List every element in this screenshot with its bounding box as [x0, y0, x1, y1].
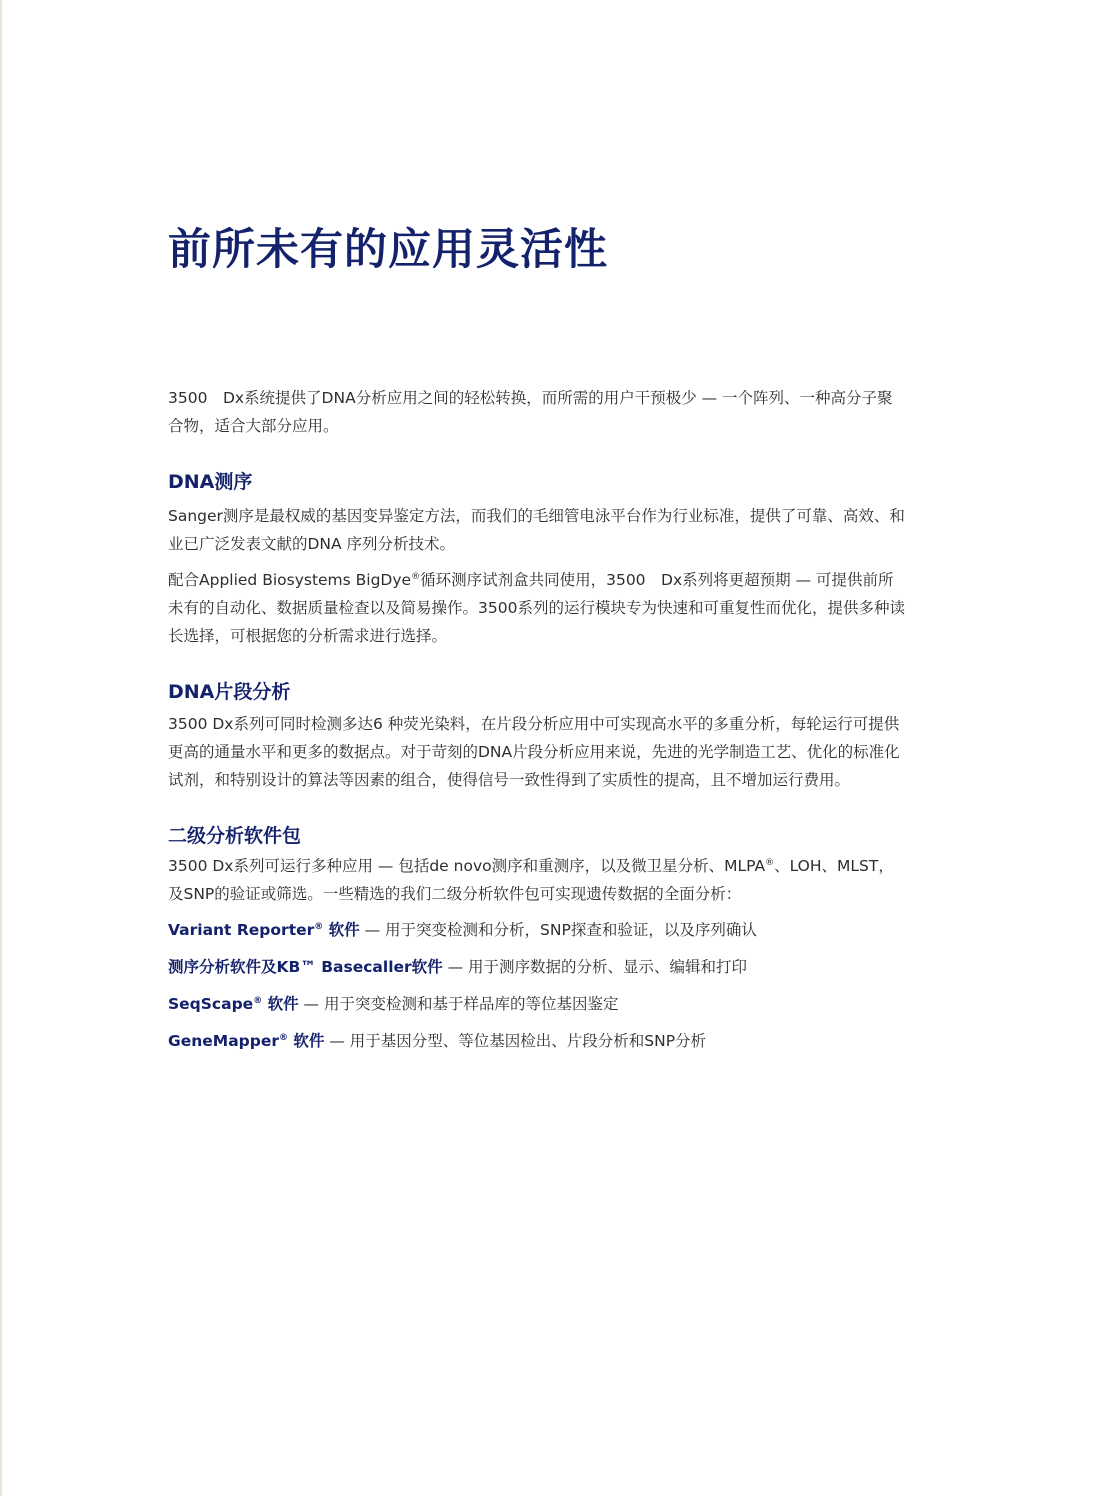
software-item-genemapper — [168, 1027, 908, 1055]
software-description: — 用于基因分型、等位基因检出、片段分析和SNP分析 — [324, 1032, 707, 1050]
software-description: — 用于测序数据的分析、显示、编辑和打印 — [442, 958, 748, 976]
software-item-sequencing-analysis — [168, 953, 908, 981]
software-list — [168, 916, 908, 1055]
dna-sequencing-paragraph-1: Sanger测序是最权威的基因变异鉴定方法，而我们的毛细管电泳平台作为行业标准，提供了可靠、高效、和业已广泛发表文献的DNA 序列分析技术。 — [168, 507, 905, 553]
page-edge — [0, 0, 2, 1496]
fragment-analysis-heading: DNA片段分析 — [168, 681, 291, 703]
software-item-variant-reporter — [168, 916, 908, 944]
registered-mark: ® — [765, 858, 775, 868]
page-content — [168, 384, 908, 1055]
dna-sequencing-heading: DNA测序 — [168, 471, 253, 493]
software-name: GeneMapper® 软件 — [168, 1032, 325, 1050]
dna-sequencing-paragraph-2: 配合Applied Biosystems BigDye®循环测序试剂盒共同使用，3500 Dx系列将更超预期 — 可提供前所未有的自动化、数据质量检查以及简易操作。3500系列的运行模块专为快速和可重复性而优化，提供多种读长选择，可根据您的分析需求进行选择。 — [168, 571, 905, 645]
software-name: 测序分析软件及KB™ Basecaller软件 — [168, 958, 443, 976]
secondary-software-heading: 二级分析软件包 — [168, 825, 302, 847]
registered-mark: ® — [411, 572, 421, 582]
page-title: 前所未有的应用灵活性 — [168, 225, 608, 275]
software-name: Variant Reporter® 软件 — [168, 921, 360, 939]
software-description: — 用于突变检测和基于样品库的等位基因鉴定 — [298, 995, 619, 1013]
software-item-seqscape — [168, 990, 908, 1018]
fragment-analysis-paragraph: 3500 Dx系列可同时检测多达6 种荧光染料，在片段分析应用中可实现高水平的多重分析，每轮运行可提供更高的通量水平和更多的数据点。对于苛刻的DNA片段分析应用来说，先进的光学制造工艺、优化的标准化试剂，和特别设计的算法等因素的组合，使得信号一致性得到了实质性的提高，且不增加运行费用。 — [168, 715, 900, 789]
secondary-software-paragraph: 3500 Dx系列可运行多种应用 — 包括de novo测序和重测序，以及微卫星分析、MLPA®、LOH、MLST，及SNP的验证或筛选。一些精选的我们二级分析软件包可实现遗传数据的全面分析： — [168, 857, 894, 903]
intro-paragraph: 3500 Dx系统提供了DNA分析应用之间的轻松转换，而所需的用户干预极少 — 一个阵列、一种高分子聚合物，适合大部分应用。 — [168, 389, 893, 435]
software-description: — 用于突变检测和分析，SNP探查和验证，以及序列确认 — [359, 921, 757, 939]
software-name: SeqScape® 软件 — [168, 995, 299, 1013]
